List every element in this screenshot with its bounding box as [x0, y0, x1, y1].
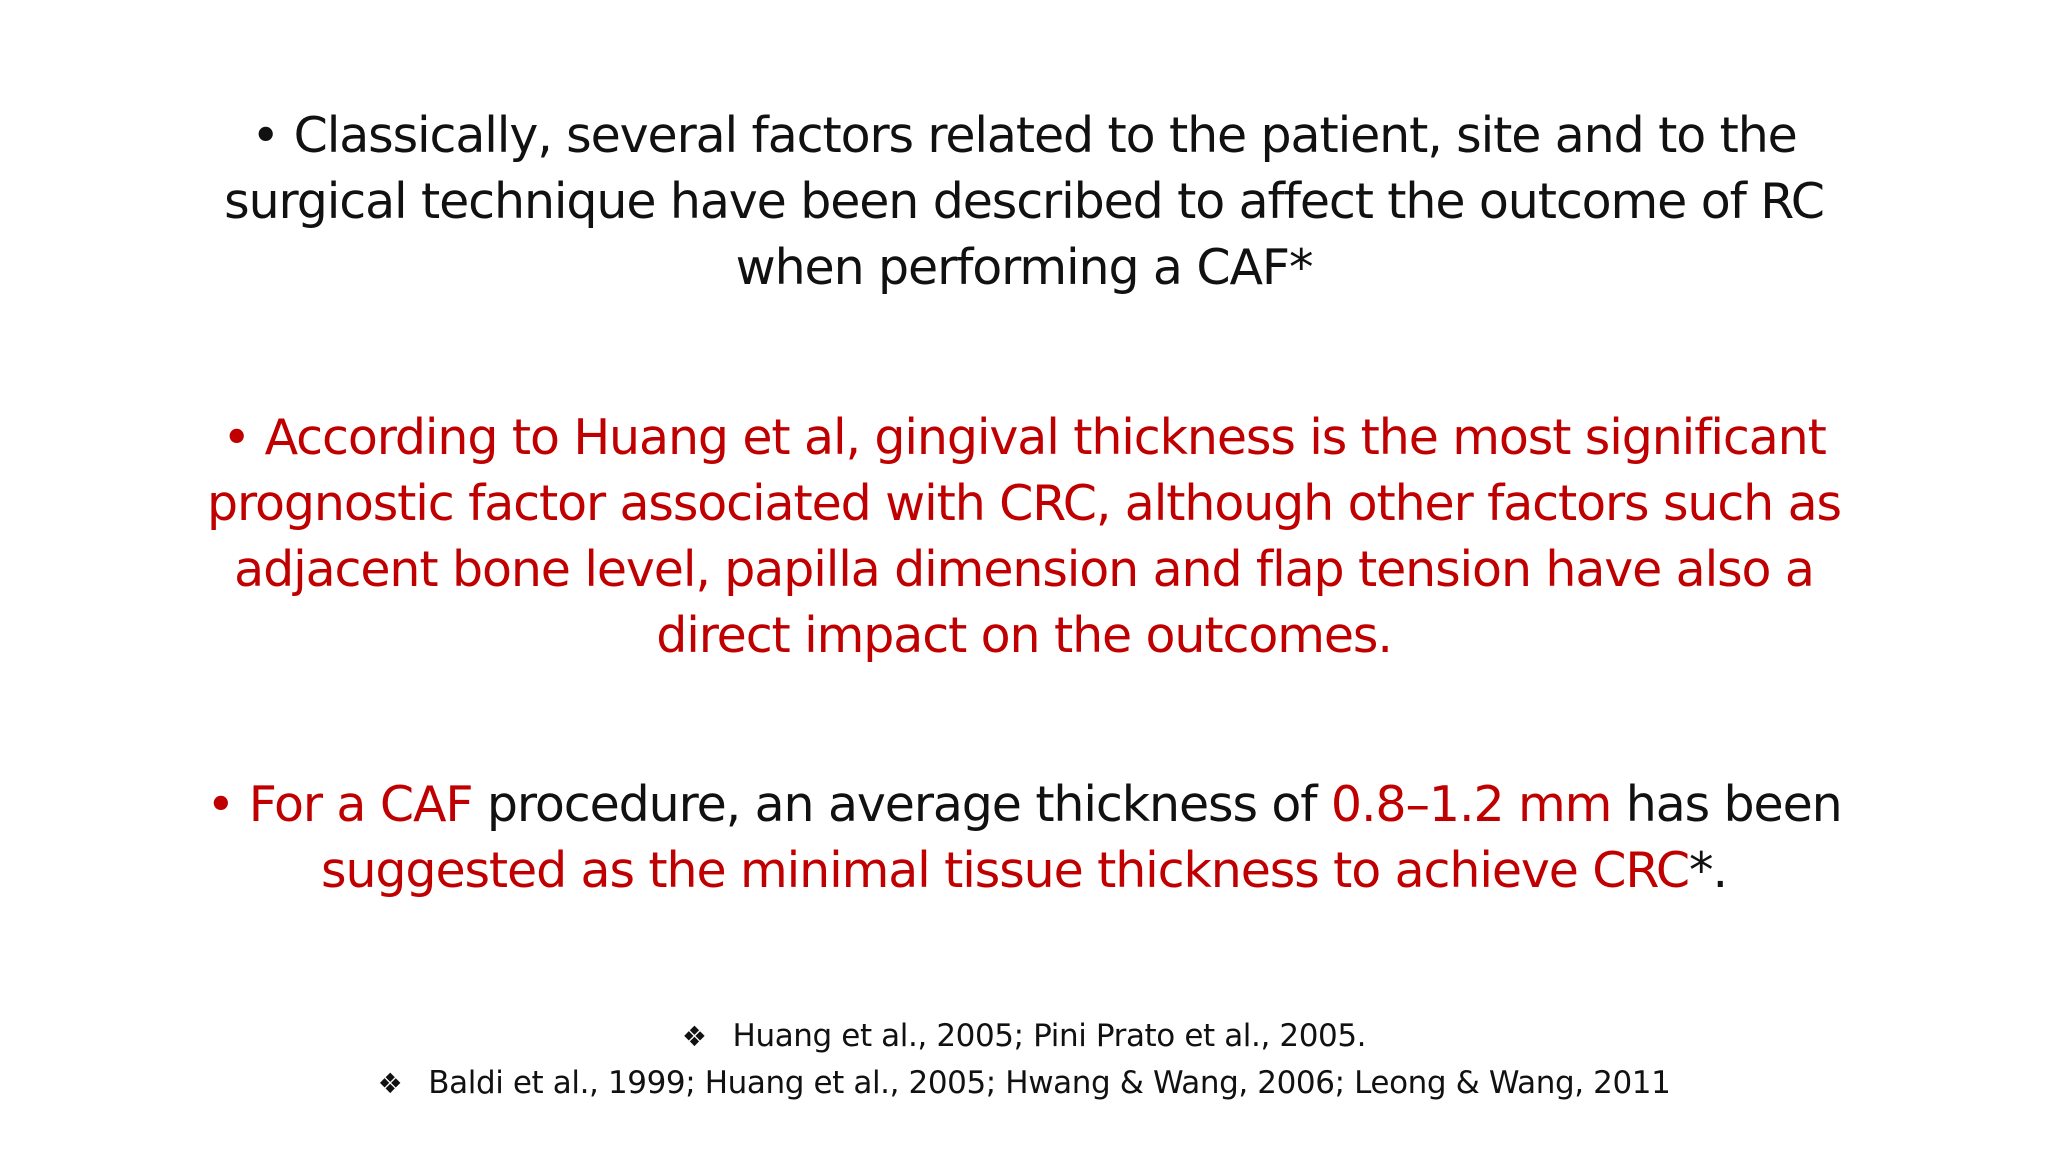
caf-label: For a CAF: [248, 776, 473, 833]
procedure-text: procedure, an average thickness of: [472, 776, 1331, 833]
reference-line-2: [0, 1060, 2048, 1107]
minimal-thickness-text: suggested as the minimal tissue thickness to achieve CRC: [321, 842, 1690, 899]
bullet-text: According to Huang et al, gingival thickness is the most significant prognostic factor associated with CRC, although other factors such as adjacent bone level, papilla dimension and flap tension have also a direct impact on the outcomes.: [207, 409, 1841, 664]
bullet-marker: •: [206, 776, 235, 833]
reference-text-2: Baldi et al., 1999; Huang et al., 2005; Hwang & Wang, 2006; Leong & Wang, 2011: [428, 1065, 1671, 1101]
bullet-marker: •: [251, 107, 280, 164]
asterisk-period: *.: [1689, 842, 1727, 899]
bullet-patient-factors: [170, 103, 1878, 301]
bullet-gingival-thickness: [170, 405, 1878, 669]
has-been-text: has been: [1611, 776, 1842, 833]
bullet-text: Classically, several factors related to the patient, site and to the surgical technique have been described to affect the outcome of RC when performing a CAF*: [224, 107, 1824, 296]
thickness-range: 0.8–1.2 mm: [1330, 776, 1612, 833]
diamond-bullet-icon: ❖: [681, 1020, 707, 1053]
reference-line-1: [0, 1013, 2048, 1060]
reference-text-1: Huang et al., 2005; Pini Prato et al., 2005.: [732, 1018, 1367, 1054]
diamond-bullet-icon: ❖: [377, 1067, 403, 1100]
references: [0, 1013, 2048, 1107]
bullet-caf-thickness: [170, 772, 1878, 904]
bullet-marker: •: [222, 409, 251, 466]
